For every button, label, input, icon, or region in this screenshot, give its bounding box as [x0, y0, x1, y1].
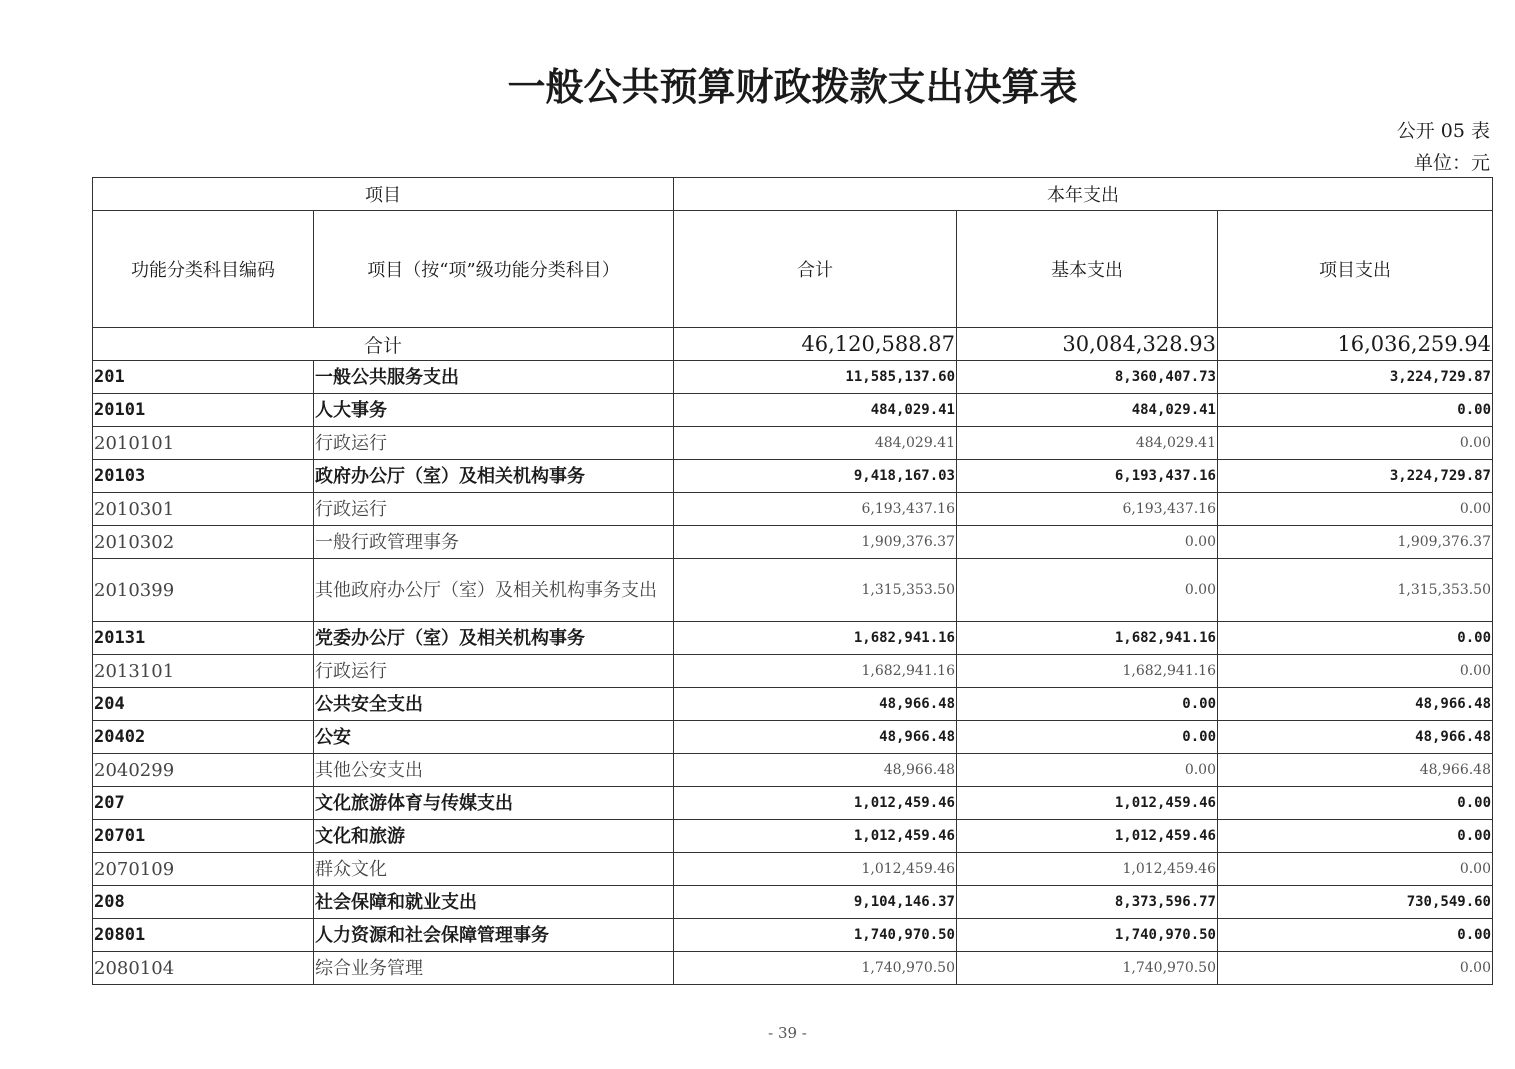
table-row	[93, 559, 1493, 622]
row-basic: 1,682,941.16	[957, 622, 1218, 655]
header-project: 项目支出	[1218, 211, 1493, 328]
row-name: 行政运行	[314, 493, 674, 526]
row-name: 文化和旅游	[314, 820, 674, 853]
row-basic: 1,012,459.46	[957, 820, 1218, 853]
row-project: 1,315,353.50	[1218, 559, 1493, 622]
table-row	[93, 460, 1493, 493]
row-total: 6,193,437.16	[674, 493, 957, 526]
row-project: 0.00	[1218, 919, 1493, 952]
row-name: 公共安全支出	[314, 688, 674, 721]
row-code: 20801	[93, 919, 314, 952]
table-row	[93, 688, 1493, 721]
row-total: 1,740,970.50	[674, 919, 957, 952]
header-name: 项目（按“项”级功能分类科目）	[314, 211, 674, 328]
row-name: 行政运行	[314, 427, 674, 460]
row-code: 2010301	[93, 493, 314, 526]
row-basic: 1,012,459.46	[957, 853, 1218, 886]
table-row	[93, 952, 1493, 985]
row-project: 1,909,376.37	[1218, 526, 1493, 559]
row-project: 0.00	[1218, 622, 1493, 655]
row-basic: 0.00	[957, 688, 1218, 721]
row-total: 11,585,137.60	[674, 361, 957, 394]
row-basic: 1,012,459.46	[957, 787, 1218, 820]
row-total: 48,966.48	[674, 721, 957, 754]
header-item-group: 项目	[93, 178, 674, 211]
row-project: 0.00	[1218, 493, 1493, 526]
row-name: 群众文化	[314, 853, 674, 886]
header-basic: 基本支出	[957, 211, 1218, 328]
table-row	[93, 361, 1493, 394]
row-code: 204	[93, 688, 314, 721]
total-basic: 30,084,328.93	[957, 328, 1218, 361]
row-basic: 484,029.41	[957, 427, 1218, 460]
row-total: 1,909,376.37	[674, 526, 957, 559]
row-basic: 0.00	[957, 559, 1218, 622]
row-total: 9,418,167.03	[674, 460, 957, 493]
row-basic: 8,360,407.73	[957, 361, 1218, 394]
row-total: 1,740,970.50	[674, 952, 957, 985]
row-project: 3,224,729.87	[1218, 460, 1493, 493]
row-name: 综合业务管理	[314, 952, 674, 985]
row-name: 人力资源和社会保障管理事务	[314, 919, 674, 952]
row-total: 1,682,941.16	[674, 622, 957, 655]
form-number: 公开 05 表	[1396, 120, 1490, 142]
row-total: 1,012,459.46	[674, 820, 957, 853]
row-code: 2040299	[93, 754, 314, 787]
row-code: 20701	[93, 820, 314, 853]
row-project: 48,966.48	[1218, 721, 1493, 754]
row-basic: 1,682,941.16	[957, 655, 1218, 688]
row-name: 文化旅游体育与传媒支出	[314, 787, 674, 820]
total-project: 16,036,259.94	[1218, 328, 1493, 361]
row-name: 一般公共服务支出	[314, 361, 674, 394]
row-code: 20101	[93, 394, 314, 427]
table-row	[93, 754, 1493, 787]
row-basic: 484,029.41	[957, 394, 1218, 427]
row-basic: 0.00	[957, 754, 1218, 787]
row-total: 48,966.48	[674, 754, 957, 787]
row-project: 0.00	[1218, 820, 1493, 853]
row-code: 208	[93, 886, 314, 919]
row-code: 2010399	[93, 559, 314, 622]
row-total: 1,012,459.46	[674, 853, 957, 886]
table-row	[93, 853, 1493, 886]
unit-label: 单位：元	[1413, 152, 1490, 174]
row-basic: 0.00	[957, 721, 1218, 754]
row-project: 0.00	[1218, 853, 1493, 886]
row-basic: 1,740,970.50	[957, 919, 1218, 952]
row-name: 其他公安支出	[314, 754, 674, 787]
row-basic: 6,193,437.16	[957, 493, 1218, 526]
table-row	[93, 394, 1493, 427]
page-title: 一般公共预算财政拨款支出决算表	[507, 64, 1078, 109]
row-project: 0.00	[1218, 655, 1493, 688]
row-basic: 8,373,596.77	[957, 886, 1218, 919]
row-project: 0.00	[1218, 787, 1493, 820]
row-project: 0.00	[1218, 952, 1493, 985]
row-total: 1,682,941.16	[674, 655, 957, 688]
header-year-expenditure: 本年支出	[674, 178, 1493, 211]
row-project: 3,224,729.87	[1218, 361, 1493, 394]
row-name: 一般行政管理事务	[314, 526, 674, 559]
row-code: 20402	[93, 721, 314, 754]
row-code: 2010101	[93, 427, 314, 460]
row-basic: 0.00	[957, 526, 1218, 559]
table-row	[93, 493, 1493, 526]
page-number: - 39 -	[768, 1024, 807, 1042]
row-project: 48,966.48	[1218, 688, 1493, 721]
row-code: 2070109	[93, 853, 314, 886]
total-label: 合计	[93, 328, 674, 361]
row-total: 1,315,353.50	[674, 559, 957, 622]
row-basic: 6,193,437.16	[957, 460, 1218, 493]
row-code: 20131	[93, 622, 314, 655]
row-name: 行政运行	[314, 655, 674, 688]
row-project: 48,966.48	[1218, 754, 1493, 787]
row-name: 党委办公厅（室）及相关机构事务	[314, 622, 674, 655]
row-code: 20103	[93, 460, 314, 493]
row-total: 1,012,459.46	[674, 787, 957, 820]
expenditure-table	[92, 177, 1493, 985]
row-total: 9,104,146.37	[674, 886, 957, 919]
table-row	[93, 820, 1493, 853]
table-row	[93, 655, 1493, 688]
row-code: 2010302	[93, 526, 314, 559]
table-row	[93, 919, 1493, 952]
table-row	[93, 526, 1493, 559]
table-row	[93, 427, 1493, 460]
row-name: 社会保障和就业支出	[314, 886, 674, 919]
row-name: 政府办公厅（室）及相关机构事务	[314, 460, 674, 493]
table-row	[93, 787, 1493, 820]
row-name: 人大事务	[314, 394, 674, 427]
row-total: 48,966.48	[674, 688, 957, 721]
header-code: 功能分类科目编码	[93, 211, 314, 328]
table-row	[93, 886, 1493, 919]
header-total: 合计	[674, 211, 957, 328]
row-project: 0.00	[1218, 427, 1493, 460]
table-row	[93, 721, 1493, 754]
table-row	[93, 622, 1493, 655]
row-code: 2080104	[93, 952, 314, 985]
row-code: 207	[93, 787, 314, 820]
row-project: 730,549.60	[1218, 886, 1493, 919]
row-total: 484,029.41	[674, 427, 957, 460]
row-name: 其他政府办公厅（室）及相关机构事务支出	[314, 559, 674, 622]
row-project: 0.00	[1218, 394, 1493, 427]
row-code: 2013101	[93, 655, 314, 688]
row-basic: 1,740,970.50	[957, 952, 1218, 985]
row-name: 公安	[314, 721, 674, 754]
total-row	[93, 328, 1493, 361]
row-code: 201	[93, 361, 314, 394]
total-sum: 46,120,588.87	[674, 328, 957, 361]
row-total: 484,029.41	[674, 394, 957, 427]
